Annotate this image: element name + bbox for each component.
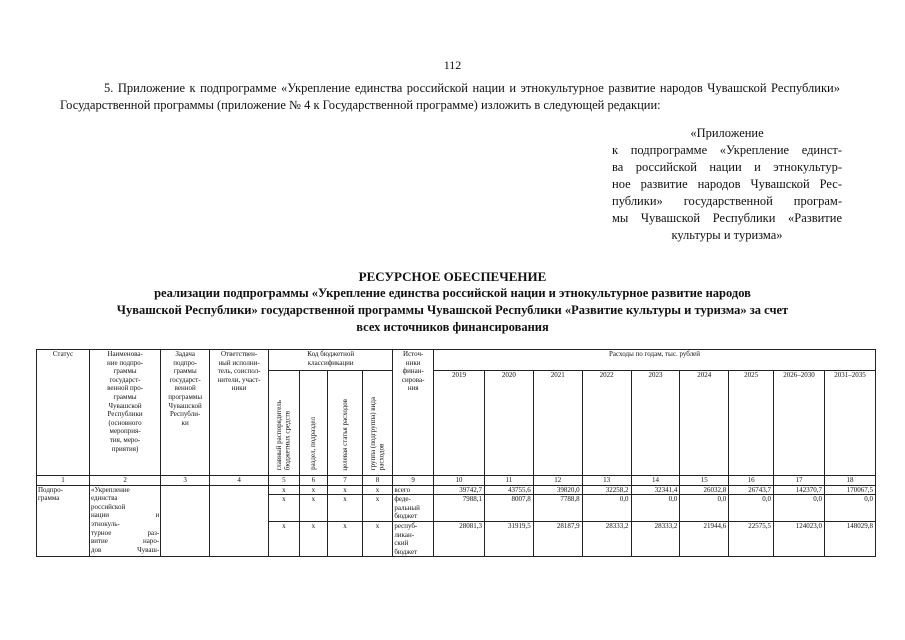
value-cell: 32341,4 (631, 485, 680, 495)
value-cell: 124023,0 (774, 521, 825, 556)
value-cell: 142370,7 (774, 485, 825, 495)
code-cell: х (269, 485, 300, 495)
header-expenses: Расходы по годам, тыс. рублей (434, 350, 876, 371)
value-cell: 0,0 (680, 495, 729, 522)
value-cell: 28187,9 (533, 521, 582, 556)
col-number: 3 (161, 476, 210, 486)
value-cell: 7988,1 (434, 495, 485, 522)
column-number-row (37, 476, 876, 486)
header-executor: Ответствен- ный исполни- тель, соиспол- нители, участ- ники (210, 350, 269, 476)
resource-table (36, 349, 876, 557)
col-number: 6 (299, 476, 328, 486)
col-number: 5 (269, 476, 300, 486)
value-cell: 7788,8 (533, 495, 582, 522)
executor-cell (210, 485, 269, 557)
value-cell: 0,0 (774, 495, 825, 522)
value-cell: 0,0 (824, 495, 875, 522)
heading-line: РЕСУРСНОЕ ОБЕСПЕЧЕНИЕ (358, 269, 547, 284)
col-number: 9 (393, 476, 434, 486)
value-cell: 39742,7 (434, 485, 485, 495)
header-bc2: раздел, подраздел (299, 371, 328, 476)
header-year: 2026–2030 (774, 371, 825, 476)
col-number: 1 (37, 476, 90, 486)
header-name: Наименова- ние подпро- граммы государст- венной про- граммы Чувашской Республики (основного мероприя- тия, меро- приятия) (89, 350, 160, 476)
value-cell: 21944,6 (680, 521, 729, 556)
col-number: 18 (824, 476, 875, 486)
value-cell: 39820,0 (533, 485, 582, 495)
col-number: 10 (434, 476, 485, 486)
value-cell: 43755,6 (484, 485, 533, 495)
header-year: 2020 (484, 371, 533, 476)
appendix-line: публики» государственной програм- (612, 194, 842, 208)
header-bc3: целевая статья расходов (328, 371, 363, 476)
code-cell: х (269, 521, 300, 556)
appendix-note (612, 125, 842, 244)
value-cell: 31919,5 (484, 521, 533, 556)
code-cell: х (299, 521, 328, 556)
value-cell: 0,0 (729, 495, 774, 522)
appendix-line: культуры и туризма» (671, 228, 783, 242)
appendix-line: ное развитие народов Чувашской Рес- (612, 177, 842, 191)
col-number: 7 (328, 476, 363, 486)
heading-line: всех источников финансирования (356, 320, 549, 334)
header-bc4: группа (подгруппа) вида расходов (362, 371, 393, 476)
col-number: 17 (774, 476, 825, 486)
col-number: 2 (89, 476, 160, 486)
source-cell: респуб- ликан- ский бюджет (393, 521, 434, 556)
header-year: 2023 (631, 371, 680, 476)
col-number: 14 (631, 476, 680, 486)
col-number: 8 (362, 476, 393, 486)
appendix-line: к подпрограмме «Укрепление единст- (612, 143, 842, 157)
value-cell: 148029,8 (824, 521, 875, 556)
col-number: 11 (484, 476, 533, 486)
value-cell: 170067,5 (824, 485, 875, 495)
col-number: 15 (680, 476, 729, 486)
task-cell (161, 485, 210, 557)
value-cell: 0,0 (631, 495, 680, 522)
col-number: 4 (210, 476, 269, 486)
code-cell: х (328, 521, 363, 556)
header-bc1: главный распорядитель бюджетных средств (269, 371, 300, 476)
code-cell: х (328, 495, 363, 522)
value-cell: 32258,2 (582, 485, 631, 495)
value-cell: 26032,8 (680, 485, 729, 495)
header-year: 2021 (533, 371, 582, 476)
code-cell: х (299, 485, 328, 495)
value-cell: 22575,5 (729, 521, 774, 556)
appendix-line: «Приложение (690, 126, 764, 140)
appendix-line: ва российской нации и этнокультур- (612, 160, 842, 174)
col-number: 12 (533, 476, 582, 486)
header-budget-code: Код бюджетной классификации (269, 350, 393, 371)
header-year: 2022 (582, 371, 631, 476)
header-source: Источ- ники финан- сирова- ния (393, 350, 434, 476)
program-name-cell: «Укрепление единства российской нации и этнокуль- турное раз- витие наро- дов Чуваш- (89, 485, 160, 557)
header-year: 2031–2035 (824, 371, 875, 476)
code-cell: х (362, 521, 393, 556)
heading-line: реализации подпрограммы «Укрепление единства российской нации и этнокультурное развитие народов (154, 286, 751, 300)
source-cell: всего (393, 485, 434, 495)
header-year: 2019 (434, 371, 485, 476)
page-number: 112 (443, 58, 462, 72)
status-cell: Подпро- грамма (37, 485, 90, 557)
code-cell: х (362, 485, 393, 495)
header-status: Статус (37, 350, 90, 476)
code-cell: х (269, 495, 300, 522)
intro-paragraph: 5. Приложение к подпрограмме «Укрепление единства российской нации и этнокультурное развитие народов Чувашской Республики» Государственной программы (приложение № 4 к Государственной программе) изложить в следующей редакции: (60, 81, 840, 112)
value-cell: 28333,2 (631, 521, 680, 556)
col-number: 13 (582, 476, 631, 486)
code-cell: х (362, 495, 393, 522)
value-cell: 0,0 (582, 495, 631, 522)
code-cell: х (299, 495, 328, 522)
header-year: 2025 (729, 371, 774, 476)
source-cell: феде- ральный бюджет (393, 495, 434, 522)
document-heading (40, 268, 865, 336)
value-cell: 26743,7 (729, 485, 774, 495)
code-cell: х (328, 485, 363, 495)
heading-line: Чувашской Республики» государственной программы Чувашской Республики «Развитие культуры и туризма» за счет (116, 303, 789, 317)
appendix-line: мы Чувашской Республики «Развитие (612, 211, 842, 225)
header-year: 2024 (680, 371, 729, 476)
value-cell: 28081,3 (434, 521, 485, 556)
table-row (37, 485, 876, 495)
value-cell: 8007,8 (484, 495, 533, 522)
header-task: Задача подпро- граммы государст- венной программы Чувашской Республи- ки (161, 350, 210, 476)
col-number: 16 (729, 476, 774, 486)
value-cell: 28333,2 (582, 521, 631, 556)
